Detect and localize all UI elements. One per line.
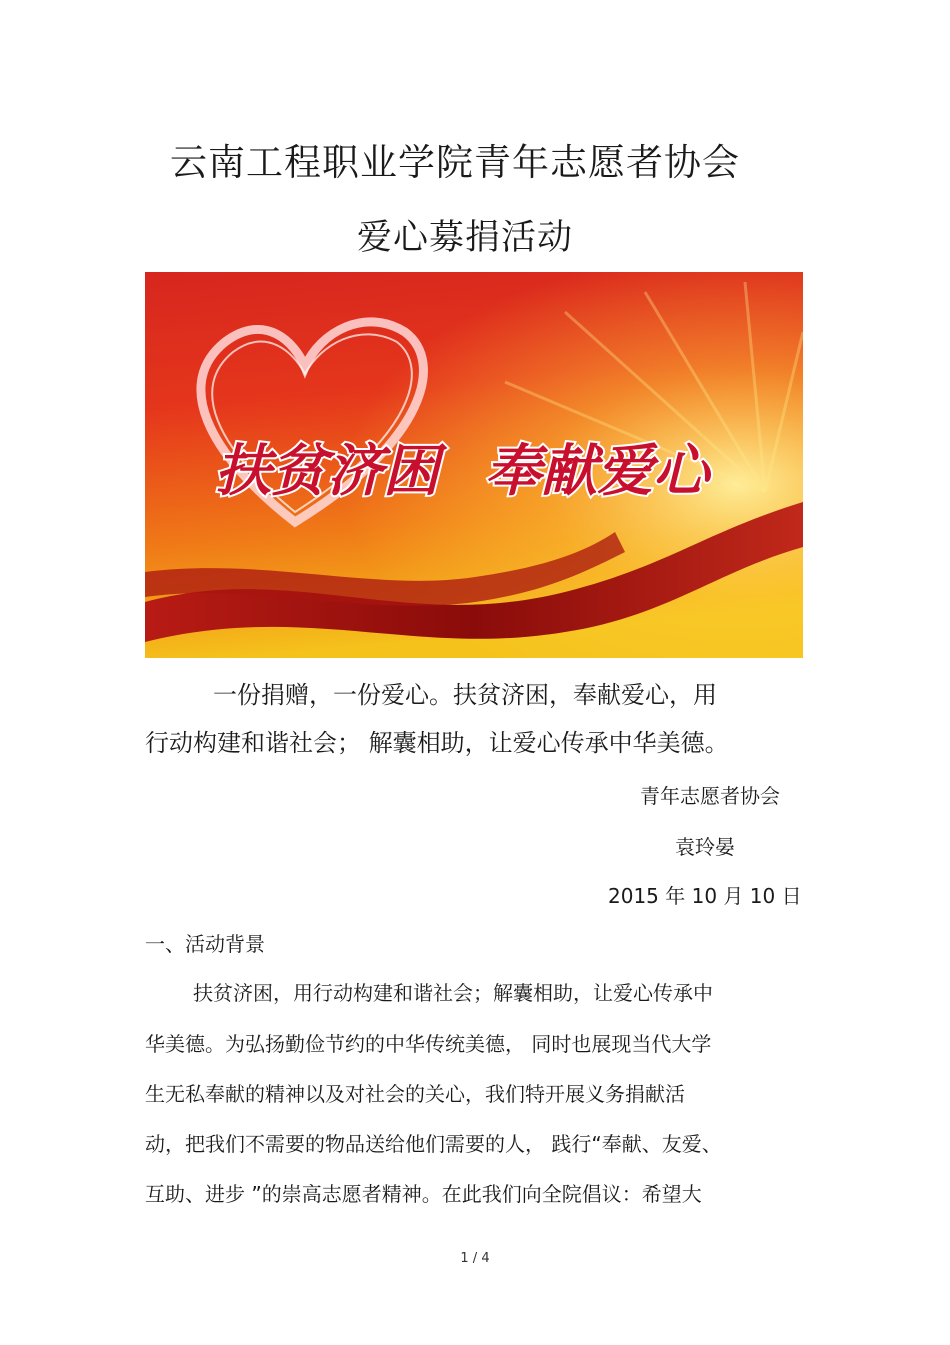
body-line: 生无私奉献的精神以及对社会的关心，我们特开展义务捐献活 <box>145 1082 685 1106</box>
body-line: 扶贫济困，用行动构建和谐社会；解囊相助，让爱心传承中 <box>193 981 713 1005</box>
banner-slogan-right: 奉献爱心 <box>485 438 709 504</box>
banner-slogan-left: 扶贫济困 <box>215 438 439 504</box>
body-line: 动，把我们不需要的物品送给他们需要的人， 践行“奉献、友爱、 <box>145 1132 722 1156</box>
intro-line-2: 行动构建和谐社会； 解囊相助，让爱心传承中华美德。 <box>145 729 729 757</box>
signature-organization: 青年志愿者协会 <box>640 784 780 808</box>
intro-line-1: 一份捐赠，一份爱心。扶贫济困，奉献爱心，用 <box>213 681 717 709</box>
body-line: 华美德。为弘扬勤俭节约的中华传统美德， 同时也展现当代大学 <box>145 1032 712 1056</box>
body-line: 互助、进步 ”的崇高志愿者精神。在此我们向全院倡议：希望大 <box>145 1182 702 1206</box>
signature-name: 袁玲晏 <box>675 835 735 859</box>
signature-date: 2015 年 10 月 10 日 <box>608 884 802 908</box>
section-heading: 一、活动背景 <box>145 932 265 956</box>
page-number: 1 / 4 <box>460 1251 490 1266</box>
banner-image <box>145 272 803 658</box>
document-subtitle: 爱心募捐活动 <box>356 218 573 258</box>
document-title: 云南工程职业学院青年志愿者协会 <box>170 141 740 184</box>
